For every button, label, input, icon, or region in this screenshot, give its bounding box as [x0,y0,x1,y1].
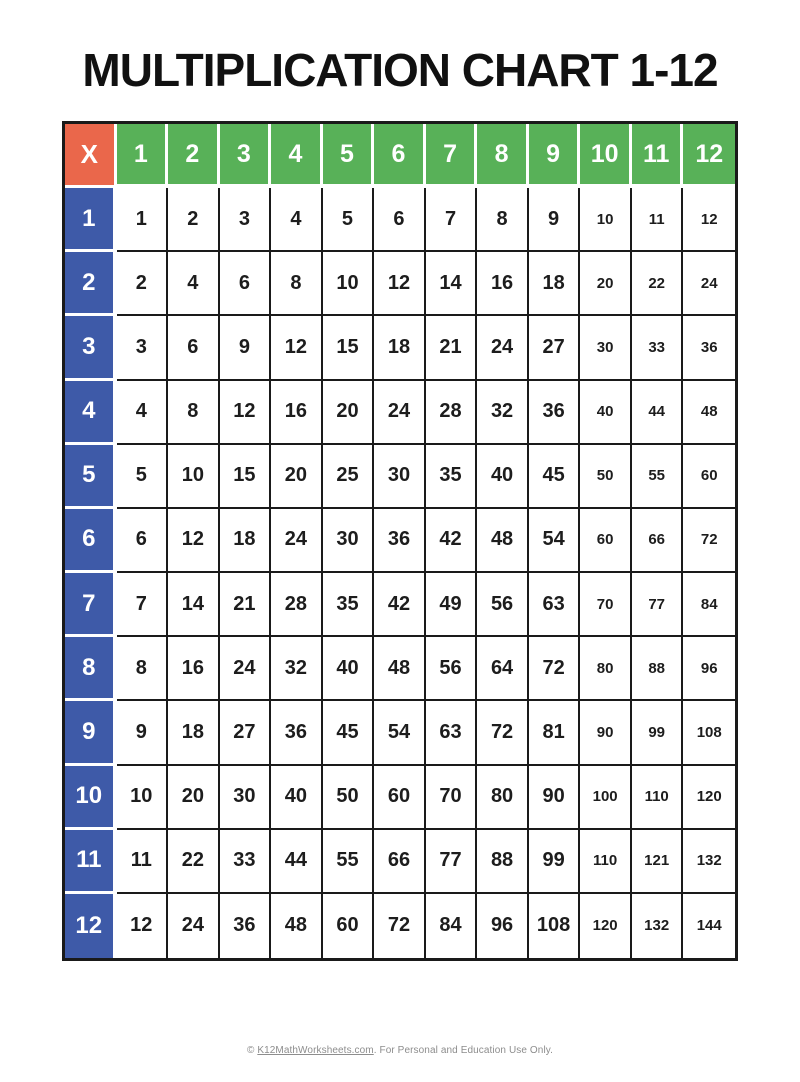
column-header-cell: 11 [632,124,684,188]
column-header-cell: 6 [374,124,426,188]
product-cell: 96 [477,894,529,958]
product-cell: 3 [220,188,272,252]
product-cell: 66 [632,509,684,573]
product-cell: 3 [117,316,169,380]
product-cell: 32 [477,381,529,445]
product-cell: 72 [529,637,581,701]
product-cell: 70 [580,573,632,637]
product-cell: 1 [117,188,169,252]
row-header-cell: 10 [65,766,117,830]
product-cell: 54 [529,509,581,573]
product-cell: 24 [220,637,272,701]
product-cell: 63 [426,701,478,765]
product-cell: 99 [632,701,684,765]
product-cell: 48 [683,381,735,445]
product-cell: 20 [271,445,323,509]
product-cell: 11 [117,830,169,894]
product-cell: 72 [477,701,529,765]
product-cell: 8 [477,188,529,252]
product-cell: 90 [529,766,581,830]
product-cell: 55 [323,830,375,894]
column-header-cell: 7 [426,124,478,188]
product-cell: 15 [323,316,375,380]
product-cell: 24 [683,252,735,316]
product-cell: 5 [323,188,375,252]
product-cell: 15 [220,445,272,509]
product-cell: 28 [426,381,478,445]
product-cell: 60 [683,445,735,509]
product-cell: 6 [374,188,426,252]
product-cell: 44 [632,381,684,445]
row-header-cell: 5 [65,445,117,509]
product-cell: 48 [271,894,323,958]
row-header-cell: 6 [65,509,117,573]
product-cell: 14 [168,573,220,637]
product-cell: 9 [220,316,272,380]
product-cell: 55 [632,445,684,509]
product-cell: 108 [529,894,581,958]
column-header-cell: 2 [168,124,220,188]
product-cell: 10 [323,252,375,316]
product-cell: 100 [580,766,632,830]
product-cell: 16 [477,252,529,316]
product-cell: 8 [271,252,323,316]
column-header-cell: 5 [323,124,375,188]
product-cell: 9 [529,188,581,252]
product-cell: 7 [426,188,478,252]
column-header-cell: 9 [529,124,581,188]
product-cell: 10 [168,445,220,509]
product-cell: 4 [168,252,220,316]
row-header-cell: 7 [65,573,117,637]
product-cell: 24 [374,381,426,445]
product-cell: 42 [426,509,478,573]
product-cell: 36 [374,509,426,573]
product-cell: 42 [374,573,426,637]
product-cell: 16 [271,381,323,445]
product-cell: 40 [323,637,375,701]
product-cell: 64 [477,637,529,701]
product-cell: 6 [168,316,220,380]
product-cell: 110 [632,766,684,830]
product-cell: 96 [683,637,735,701]
product-cell: 36 [220,894,272,958]
product-cell: 25 [323,445,375,509]
product-cell: 45 [529,445,581,509]
product-cell: 36 [271,701,323,765]
multiplication-table [62,121,738,961]
product-cell: 33 [220,830,272,894]
product-cell: 81 [529,701,581,765]
product-cell: 32 [271,637,323,701]
product-cell: 10 [117,766,169,830]
product-cell: 35 [426,445,478,509]
product-cell: 18 [529,252,581,316]
row-header-cell: 4 [65,381,117,445]
column-header-cell: 4 [271,124,323,188]
row-header-cell: 3 [65,316,117,380]
product-cell: 63 [529,573,581,637]
product-cell: 56 [426,637,478,701]
footer-link[interactable]: K12MathWorksheets.com [257,1045,374,1056]
product-cell: 60 [374,766,426,830]
product-cell: 120 [580,894,632,958]
product-cell: 21 [426,316,478,380]
product-cell: 6 [220,252,272,316]
row-header-cell: 2 [65,252,117,316]
product-cell: 36 [683,316,735,380]
product-cell: 77 [632,573,684,637]
product-cell: 121 [632,830,684,894]
product-cell: 12 [117,894,169,958]
product-cell: 2 [117,252,169,316]
product-cell: 24 [168,894,220,958]
product-cell: 88 [477,830,529,894]
product-cell: 72 [683,509,735,573]
product-cell: 48 [374,637,426,701]
product-cell: 44 [271,830,323,894]
product-cell: 12 [271,316,323,380]
product-cell: 21 [220,573,272,637]
product-cell: 60 [580,509,632,573]
row-header-cell: 9 [65,701,117,765]
product-cell: 84 [683,573,735,637]
product-cell: 80 [477,766,529,830]
product-cell: 12 [220,381,272,445]
row-header-cell: 12 [65,894,117,958]
product-cell: 24 [271,509,323,573]
product-cell: 12 [374,252,426,316]
product-cell: 28 [271,573,323,637]
product-cell: 132 [683,830,735,894]
footer-copyright [0,1045,800,1056]
product-cell: 12 [168,509,220,573]
product-cell: 20 [580,252,632,316]
product-cell: 33 [632,316,684,380]
product-cell: 88 [632,637,684,701]
product-cell: 36 [529,381,581,445]
column-header-cell: 10 [580,124,632,188]
product-cell: 4 [117,381,169,445]
product-cell: 4 [271,188,323,252]
product-cell: 7 [117,573,169,637]
product-cell: 49 [426,573,478,637]
product-cell: 40 [477,445,529,509]
column-header-cell: 1 [117,124,169,188]
product-cell: 132 [632,894,684,958]
product-cell: 27 [220,701,272,765]
product-cell: 54 [374,701,426,765]
product-cell: 30 [374,445,426,509]
product-cell: 50 [580,445,632,509]
product-cell: 11 [632,188,684,252]
product-cell: 5 [117,445,169,509]
product-cell: 35 [323,573,375,637]
product-cell: 27 [529,316,581,380]
product-cell: 14 [426,252,478,316]
product-cell: 30 [580,316,632,380]
product-cell: 84 [426,894,478,958]
product-cell: 99 [529,830,581,894]
product-cell: 48 [477,509,529,573]
product-cell: 8 [168,381,220,445]
column-header-cell: 8 [477,124,529,188]
product-cell: 70 [426,766,478,830]
product-cell: 108 [683,701,735,765]
product-cell: 24 [477,316,529,380]
product-cell: 9 [117,701,169,765]
column-header-cell: 12 [683,124,735,188]
product-cell: 77 [426,830,478,894]
multiplication-grid [65,124,735,958]
product-cell: 45 [323,701,375,765]
row-header-cell: 8 [65,637,117,701]
product-cell: 56 [477,573,529,637]
product-cell: 20 [168,766,220,830]
product-cell: 16 [168,637,220,701]
product-cell: 2 [168,188,220,252]
product-cell: 50 [323,766,375,830]
product-cell: 144 [683,894,735,958]
product-cell: 18 [220,509,272,573]
product-cell: 22 [632,252,684,316]
product-cell: 80 [580,637,632,701]
footer-prefix: © [246,1045,258,1056]
page-title: MULTIPLICATION CHART 1-12 [82,44,718,96]
product-cell: 110 [580,830,632,894]
corner-cell: X [65,124,117,188]
product-cell: 30 [220,766,272,830]
product-cell: 72 [374,894,426,958]
product-cell: 22 [168,830,220,894]
product-cell: 40 [271,766,323,830]
product-cell: 8 [117,637,169,701]
product-cell: 90 [580,701,632,765]
product-cell: 40 [580,381,632,445]
product-cell: 18 [374,316,426,380]
row-header-cell: 11 [65,830,117,894]
product-cell: 6 [117,509,169,573]
footer-suffix: . For Personal and Education Use Only. [373,1045,554,1056]
product-cell: 20 [323,381,375,445]
product-cell: 120 [683,766,735,830]
product-cell: 12 [683,188,735,252]
product-cell: 18 [168,701,220,765]
column-header-cell: 3 [220,124,272,188]
product-cell: 60 [323,894,375,958]
product-cell: 30 [323,509,375,573]
product-cell: 10 [580,188,632,252]
row-header-cell: 1 [65,188,117,252]
product-cell: 66 [374,830,426,894]
